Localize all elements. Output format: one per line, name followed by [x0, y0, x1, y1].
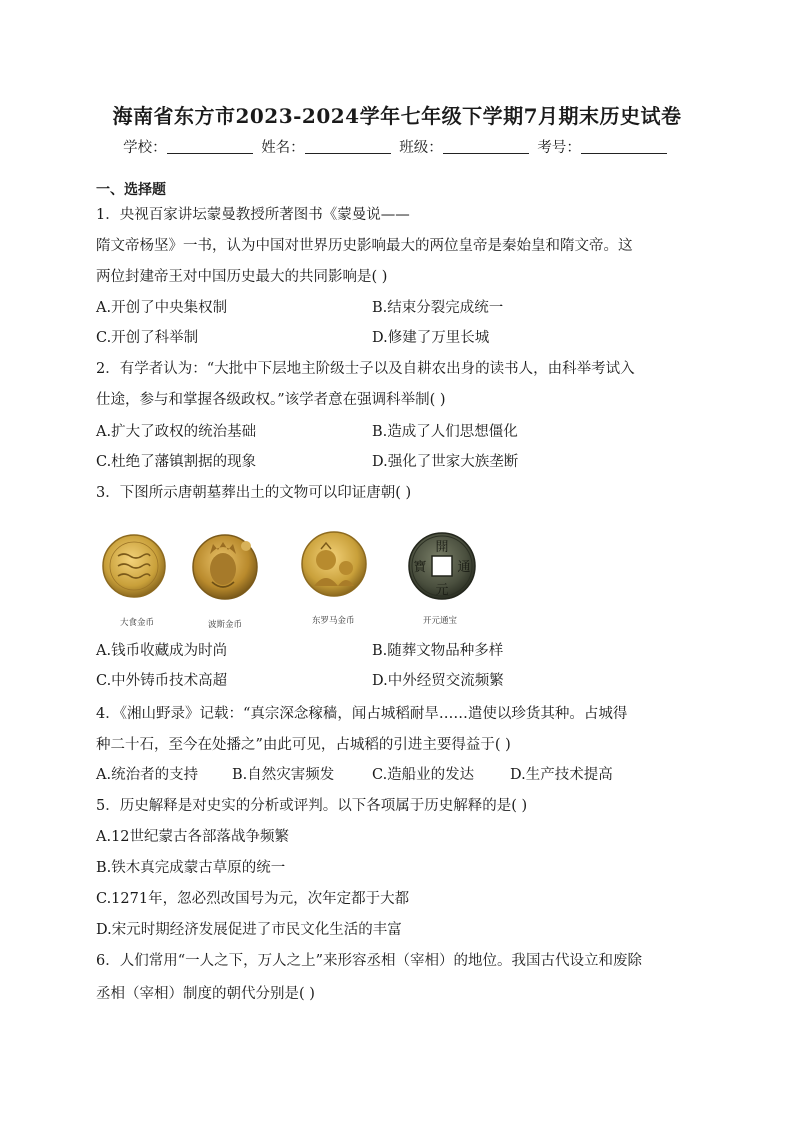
- q4-line-1: 4．《湘山野录》记载：“真宗深念稼穑，闻占城稻耐旱……遣使以珍货其种。占城得: [96, 706, 628, 722]
- coin-caption-persian: 波斯金币: [208, 620, 243, 630]
- q1-option-b: B.结束分裂完成统一: [372, 300, 504, 316]
- q2-line-2: 仕途，参与和掌握各级政权。”该学者意在强调科举制( ): [96, 392, 446, 408]
- q1-line-3: 两位封建帝王对中国历史最大的共同影响是( ): [96, 269, 388, 285]
- name-label: 姓名：: [261, 140, 305, 156]
- q2-line-1: 2．有学者认为：“大批中下层地主阶级士子以及自耕农出身的读书人，由科举考试入: [96, 361, 635, 377]
- q6-line-1: 6．人们常用“一人之下，万人之上”来形容丞相（宰相）的地位。我国古代设立和废除: [96, 953, 643, 969]
- q5-line-1: 5．历史解释是对史实的分析或评判。以下各项属于历史解释的是( ): [96, 798, 528, 814]
- q5-option-d: D.宋元时期经济发展促进了市民文化生活的丰富: [96, 922, 402, 938]
- school-blank[interactable]: [167, 139, 253, 154]
- coin-glyph-left: 寶: [413, 560, 427, 575]
- q6-line-2: 丞相（宰相）制度的朝代分别是( ): [96, 986, 315, 1002]
- arab-gold-coin: [103, 535, 165, 597]
- q4-option-b: B.自然灾害频发: [232, 767, 335, 783]
- coin-glyph-top: 開: [435, 540, 449, 555]
- class-blank[interactable]: [443, 139, 529, 154]
- q1-line-1: 1．央视百家讲坛蒙曼教授所著图书《蒙曼说——: [96, 207, 410, 223]
- coin-caption-arab: 大食金币: [120, 618, 155, 628]
- q1-option-c: C.开创了科举制: [96, 330, 199, 346]
- class-label: 班级：: [399, 140, 443, 156]
- q4-line-2: 种二十石，至今在处播之”由此可见，占城稻的引进主要得益于( ): [96, 737, 511, 753]
- q3-option-a: A.钱币收藏成为时尚: [96, 643, 228, 659]
- kaiyuan-tongbao-coin: [409, 533, 475, 599]
- q4-options-row: [96, 765, 613, 785]
- byzantine-gold-coin: [302, 532, 366, 596]
- q4-option-c: C.造船业的发达: [372, 767, 475, 783]
- school-label: 学校：: [123, 140, 167, 156]
- q5-option-b: B.铁木真完成蒙古草原的统一: [96, 860, 286, 876]
- q2-option-a: A.扩大了政权的统治基础: [96, 424, 257, 440]
- number-label: 考号：: [537, 140, 581, 156]
- coin-glyph-right: 通: [457, 560, 471, 575]
- q1-option-a: A.开创了中央集权制: [96, 300, 228, 316]
- number-blank[interactable]: [581, 139, 667, 154]
- coin-glyph-bottom: 元: [435, 583, 449, 598]
- exam-title: 海南省东方市2023-2024学年七年级下学期7月期末历史试卷: [112, 104, 682, 128]
- q2-option-b: B.造成了人们思想僵化: [372, 424, 518, 440]
- q3-option-b: B.随葬文物品种多样: [372, 643, 504, 659]
- q5-option-a: A.12世纪蒙古各部落战争频繁: [96, 829, 290, 845]
- q4-option-a: A.统治者的支持: [96, 767, 199, 783]
- coin-caption-byzantine: 东罗马金币: [312, 616, 355, 626]
- q3-option-c: C.中外铸币技术高超: [96, 673, 228, 689]
- q1-option-d: D.修建了万里长城: [372, 330, 490, 346]
- persian-gold-coin: [193, 535, 257, 599]
- q2-option-d: D.强化了世家大族垄断: [372, 454, 519, 470]
- name-blank[interactable]: [305, 139, 391, 154]
- coin-illustration: [100, 524, 480, 614]
- q4-option-d: D.生产技术提高: [510, 767, 613, 783]
- student-info-row: [0, 136, 794, 157]
- coin-caption-kaiyuan: 开元通宝: [423, 616, 458, 626]
- q5-option-c: C.1271年，忽必烈改国号为元，次年定都于大都: [96, 891, 410, 907]
- q3-line-1: 3．下图所示唐朝墓葬出土的文物可以印证唐朝( ): [96, 485, 412, 501]
- q2-option-c: C.杜绝了藩镇割据的现象: [96, 454, 257, 470]
- q3-option-d: D.中外经贸交流频繁: [372, 673, 504, 689]
- section-heading: 一、选择题: [96, 182, 166, 198]
- coin-figure: [100, 524, 480, 628]
- q1-line-2: 隋文帝杨坚》一书，认为中国对世界历史影响最大的两位皇帝是秦始皇和隋文帝。这: [96, 238, 633, 254]
